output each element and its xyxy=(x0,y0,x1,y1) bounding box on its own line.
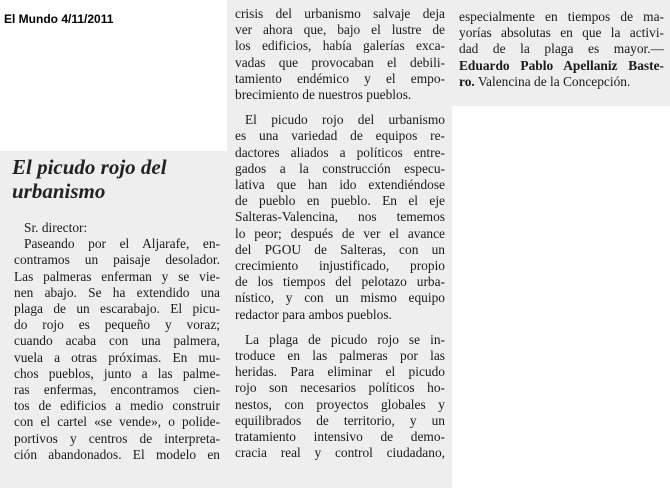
letter-text-right xyxy=(459,9,664,90)
text-line: troduce en las palmeras por las xyxy=(235,348,445,364)
text-line: Las palmeras enferman y se vie- xyxy=(14,268,220,284)
text-line: especialmente en tiempos de ma- xyxy=(459,9,664,24)
text-line: chos pueblos, junto a las palme- xyxy=(14,365,220,381)
text-line: los edificios, había galerías exca- xyxy=(235,38,445,54)
text-line: nen abajo. Se ha extendido una xyxy=(14,284,220,300)
text-line: dactores aliados a políticos entre- xyxy=(235,144,445,160)
text-line: nístico, y con un mismo equipo xyxy=(235,290,445,306)
salutation: Sr. director: xyxy=(24,220,88,235)
text-line: yorías absolutas en que la activi- xyxy=(459,25,664,41)
text-line: cracia real y control ciudadano, xyxy=(235,445,445,461)
text-line: plaga de un escarabajo. El picu- xyxy=(14,301,220,317)
text-line: del PGOU de Salteras, con un xyxy=(235,241,445,257)
signature-place: Valencina de la Concepción. xyxy=(477,73,631,89)
text-line: nestos, con proyectos globales y xyxy=(235,396,445,412)
text-line: con el cartel «se vende», o polide- xyxy=(14,414,220,430)
text-line: ción abandonados. El modelo en xyxy=(14,446,220,462)
text-line: portivos y centros de interpreta- xyxy=(14,430,220,446)
text-line: lativa que han ido extendiéndose xyxy=(235,177,445,193)
text-line: brecimiento de nuestros pueblos. xyxy=(235,87,412,103)
text-line: Paseando por el Aljarafe, en- xyxy=(24,236,220,252)
text-line: cuando acaba con una palmera, xyxy=(14,333,220,349)
text-line: vuela a otras próximas. En mu- xyxy=(14,349,220,365)
headline xyxy=(12,155,224,203)
signature-name-end: ro. xyxy=(459,73,475,89)
source-caption: El Mundo 4/11/2011 xyxy=(4,12,114,26)
text-line: crisis del urbanismo salvaje deja xyxy=(235,6,445,21)
text-line: redactor para ambos pueblos. xyxy=(235,306,392,322)
text-line: La plaga de picudo rojo se in- xyxy=(245,331,445,347)
text-line: rojo son necesarios políticos ho- xyxy=(235,380,445,396)
text-line: tos de edificios a medio construir xyxy=(14,398,220,414)
text-line: El picudo rojo del urbanismo xyxy=(245,112,445,128)
text-line: tamiento endémico y el empo- xyxy=(235,70,445,86)
text-line: contramos un paisaje desolador. xyxy=(14,252,220,268)
signature-name: Eduardo Pablo Apellaniz Baste- xyxy=(459,57,664,73)
text-line: de pueblo en pueblo. En el eje xyxy=(235,193,445,209)
text-line: tratamiento intensivo de demo- xyxy=(235,429,445,445)
text-line: vadas que provocaban el debili- xyxy=(235,54,445,70)
text-line: ras enfermas, encontramos cien- xyxy=(14,382,220,398)
text-line: es una variedad de equipos re- xyxy=(235,128,445,144)
letter-text-middle xyxy=(235,6,445,461)
text-line: lo peor; después de ver el avance xyxy=(235,225,445,241)
text-line: equilibrados de territorio, y un xyxy=(235,412,445,428)
text-line: ver ahora que, bajo el lustre de xyxy=(235,22,445,38)
letter-text-left xyxy=(14,220,220,463)
text-line: do rojo es pequeño y voraz; xyxy=(14,317,220,333)
headline-line: El picudo rojo del xyxy=(12,155,167,179)
text-line: crecimiento injustificado, propio xyxy=(235,258,445,274)
headline-line: urbanismo xyxy=(12,179,106,203)
text-line: heridas. Para eliminar el picudo xyxy=(235,364,445,380)
text-line: Salteras-Valencina, nos tememos xyxy=(235,209,445,225)
text-line: dad de la plaga es mayor.— xyxy=(459,41,664,57)
text-line: gados a la construcción especu- xyxy=(235,160,445,176)
signature-line xyxy=(459,74,664,90)
text-line: de los tiempos del pelotazo urba- xyxy=(235,274,445,290)
